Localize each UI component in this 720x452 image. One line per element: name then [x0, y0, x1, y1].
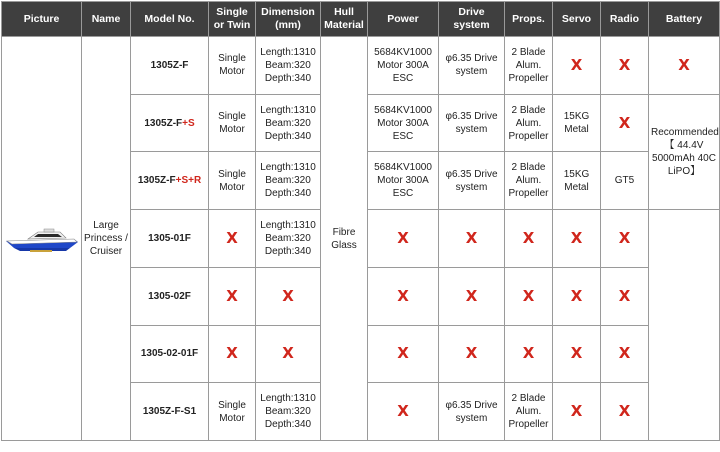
dimension-cell: X: [256, 267, 321, 325]
drive-cell: φ6.35 Drive system: [439, 94, 505, 152]
model-cell: 1305Z-F+S: [131, 94, 209, 152]
header-single-twin: Single or Twin: [209, 2, 256, 37]
radio-cell: GT5: [601, 152, 649, 210]
props-cell: X: [505, 210, 553, 268]
header-battery: Battery: [649, 2, 720, 37]
table-row: [2, 37, 720, 95]
servo-cell: X: [553, 210, 601, 268]
name-cell: Large Princess / Cruiser: [82, 37, 131, 441]
dimension-cell: Length:1310 Beam:320 Depth:340: [256, 383, 321, 441]
battery-cell-x: X: [649, 37, 720, 95]
header-radio: Radio: [601, 2, 649, 37]
servo-cell: X: [553, 383, 601, 441]
boat-image: [4, 223, 80, 255]
header-drive: Drive system: [439, 2, 505, 37]
radio-cell: X: [601, 325, 649, 383]
spec-table: [1, 1, 720, 441]
power-cell: X: [368, 210, 439, 268]
motor-cell: Single Motor: [209, 94, 256, 152]
power-cell: 5684KV1000 Motor 300A ESC: [368, 37, 439, 95]
header-model: Model No.: [131, 2, 209, 37]
motor-cell: Single Motor: [209, 37, 256, 95]
dimension-cell: Length:1310 Beam:320 Depth:340: [256, 152, 321, 210]
battery-empty-cell: [649, 210, 720, 441]
model-cell: 1305Z-F: [131, 37, 209, 95]
radio-cell: X: [601, 267, 649, 325]
power-cell: X: [368, 383, 439, 441]
dimension-cell: Length:1310 Beam:320 Depth:340: [256, 210, 321, 268]
dimension-cell: Length:1310 Beam:320 Depth:340: [256, 37, 321, 95]
radio-cell: X: [601, 210, 649, 268]
model-cell: 1305Z-F+S+R: [131, 152, 209, 210]
header-name: Name: [82, 2, 131, 37]
radio-cell: X: [601, 94, 649, 152]
motor-cell: X: [209, 325, 256, 383]
props-cell: 2 Blade Alum. Propeller: [505, 94, 553, 152]
power-cell: X: [368, 325, 439, 383]
header-dimension: Dimension (mm): [256, 2, 321, 37]
model-cell: 1305-02F: [131, 267, 209, 325]
drive-cell: X: [439, 325, 505, 383]
dimension-cell: Length:1310 Beam:320 Depth:340: [256, 94, 321, 152]
servo-cell: X: [553, 325, 601, 383]
power-cell: 5684KV1000 Motor 300A ESC: [368, 94, 439, 152]
header-picture: Picture: [2, 2, 82, 37]
props-cell: X: [505, 267, 553, 325]
boat-picture-cell: [2, 37, 82, 441]
radio-cell: X: [601, 383, 649, 441]
header-row: [2, 2, 720, 37]
props-cell: 2 Blade Alum. Propeller: [505, 37, 553, 95]
props-cell: 2 Blade Alum. Propeller: [505, 383, 553, 441]
drive-cell: φ6.35 Drive system: [439, 383, 505, 441]
motor-cell: X: [209, 267, 256, 325]
servo-cell: X: [553, 37, 601, 95]
props-cell: 2 Blade Alum. Propeller: [505, 152, 553, 210]
drive-cell: X: [439, 267, 505, 325]
model-cell: 1305-02-01F: [131, 325, 209, 383]
header-servo: Servo: [553, 2, 601, 37]
power-cell: X: [368, 267, 439, 325]
servo-cell: X: [553, 267, 601, 325]
motor-cell: X: [209, 210, 256, 268]
model-cell: 1305-01F: [131, 210, 209, 268]
dimension-cell: X: [256, 325, 321, 383]
drive-cell: φ6.35 Drive system: [439, 37, 505, 95]
servo-cell: 15KG Metal: [553, 152, 601, 210]
battery-recommended-cell: Recommended【 44.4V 5000mAh 40C LiPO】: [649, 94, 720, 209]
servo-cell: 15KG Metal: [553, 94, 601, 152]
header-props: Props.: [505, 2, 553, 37]
props-cell: X: [505, 325, 553, 383]
power-cell: 5684KV1000 Motor 300A ESC: [368, 152, 439, 210]
motor-cell: Single Motor: [209, 152, 256, 210]
model-cell: 1305Z-F-S1: [131, 383, 209, 441]
motor-cell: Single Motor: [209, 383, 256, 441]
header-power: Power: [368, 2, 439, 37]
radio-cell: X: [601, 37, 649, 95]
drive-cell: φ6.35 Drive system: [439, 152, 505, 210]
hull-cell: Fibre Glass: [321, 37, 368, 441]
drive-cell: X: [439, 210, 505, 268]
header-hull: Hull Material: [321, 2, 368, 37]
